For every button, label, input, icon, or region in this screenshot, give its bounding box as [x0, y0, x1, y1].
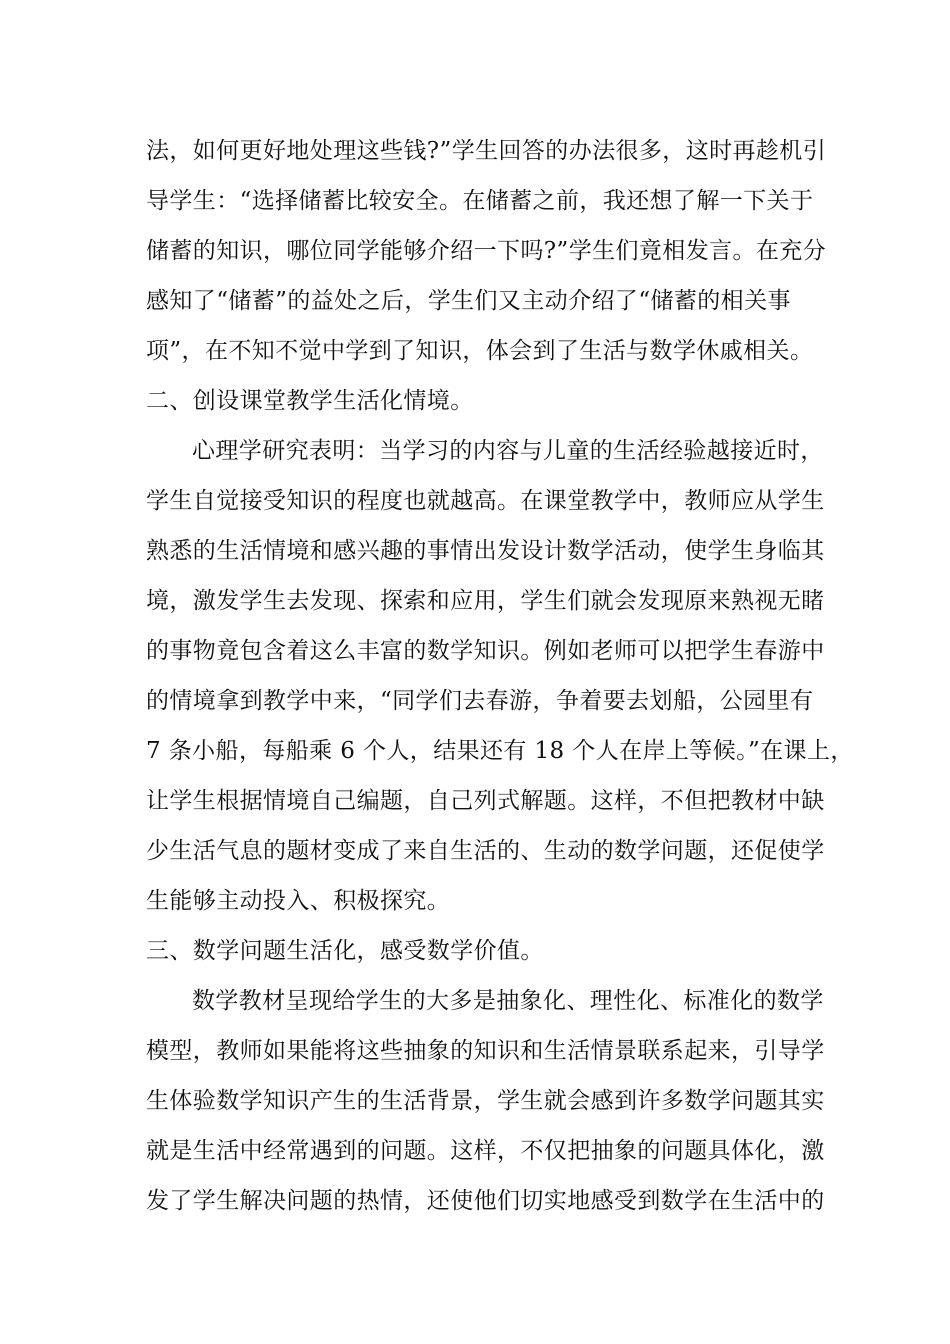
text-line: 7 条小船，每船乘 6 个人，结果还有 18 个人在岸上等候。”在课上， [146, 738, 854, 764]
text-line: 就是生活中经常遇到的问题。这样，不仅把抽象的问题具体化，激 [146, 1138, 825, 1164]
text-line: 储蓄的知识，哪位同学能够介绍一下吗?”学生们竟相发言。在充分 [146, 238, 827, 264]
paragraph-first-line: 数学教材呈现给学生的大多是抽象化、理性化、标准化的数学 [192, 988, 824, 1014]
text-line: 少生活气息的题材变成了来自生活的、生动的数学问题，还促使学 [146, 838, 825, 864]
text-line: 导学生：“选择储蓄比较安全。在储蓄之前，我还想了解一下关于 [146, 188, 814, 214]
text-line: 项”，在不知不觉中学到了知识，体会到了生活与数学休戚相关。 [146, 338, 814, 364]
text-line: 法，如何更好地处理这些钱?”学生回答的办法很多，这时再趁机引 [146, 138, 827, 164]
text-line: 的情境拿到教学中来，“同学们去春游，争着要去划船，公园里有 [146, 688, 814, 714]
text-line: 的事物竟包含着这么丰富的数学知识。例如老师可以把学生春游中 [146, 638, 825, 664]
text-line: 模型，教师如果能将这些抽象的知识和生活情景联系起来，引导学 [146, 1038, 825, 1064]
text-line: 熟悉的生活情境和感兴趣的事情出发设计数学活动，使学生身临其 [146, 538, 825, 564]
text-line: 发了学生解决问题的热情，还使他们切实地感受到数学在生活中的 [146, 1188, 825, 1214]
text-line: 感知了“储蓄”的益处之后，学生们又主动介绍了“储蓄的相关事 [146, 288, 791, 314]
section-heading: 三、数学问题生活化，感受数学价值。 [146, 938, 544, 964]
text-line: 学生自觉接受知识的程度也就越高。在课堂教学中，教师应从学生 [146, 488, 825, 514]
text-line: 境，激发学生去发现、探索和应用，学生们就会发现原来熟视无睹 [146, 588, 825, 614]
text-line: 生体验数学知识产生的生活背景，学生就会感到许多数学问题其实 [146, 1088, 825, 1114]
text-line: 让学生根据情境自己编题，自己列式解题。这样，不但把教材中缺 [146, 788, 825, 814]
section-heading: 二、创设课堂教学生活化情境。 [146, 388, 474, 414]
text-line: 生能够主动投入、积极探究。 [146, 888, 451, 914]
paragraph-first-line: 心理学研究表明：当学习的内容与儿童的生活经验越接近时， [192, 438, 824, 464]
